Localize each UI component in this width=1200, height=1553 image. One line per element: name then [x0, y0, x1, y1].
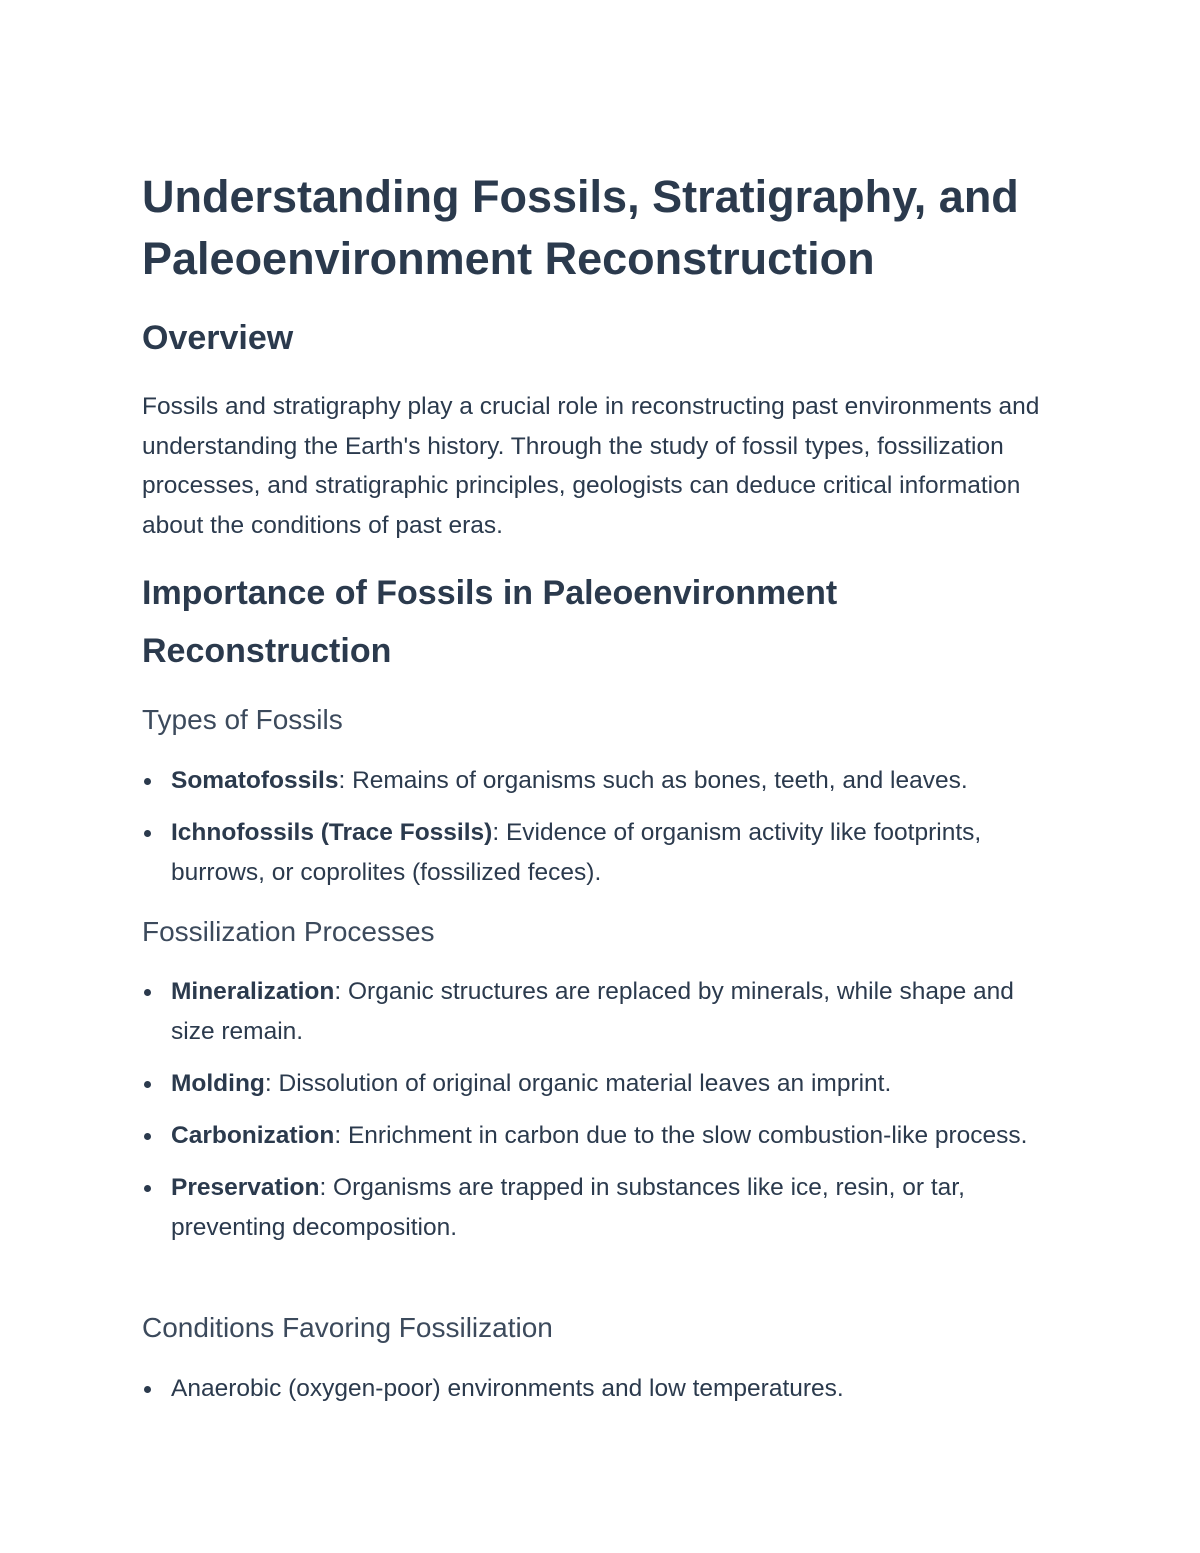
types-of-fossils-list [142, 761, 1062, 905]
list-item [142, 761, 1062, 801]
types-of-fossils-heading: Types of Fossils [142, 704, 343, 735]
list-item [142, 1369, 1062, 1409]
list-item-text: : Dissolution of original organic material leaves an imprint. [264, 1070, 892, 1097]
overview-paragraph: Fossils and stratigraphy play a crucial role in reconstructing past environments and understanding the Earth's history. Through the study of fossil types, fossilization processes, and stratigraphic principles, geologists can deduce critical information about the conditions of past eras. [142, 393, 1040, 539]
bullet-icon [144, 830, 151, 837]
list-item-text: : Organic structures are replaced by minerals, while shape and size remain. [171, 978, 1014, 1045]
list-item-term: Molding [171, 1070, 265, 1097]
list-item-term: Somatofossils [171, 767, 339, 794]
list-item [142, 972, 1062, 1052]
bullet-icon [144, 1081, 151, 1088]
list-item [142, 1064, 1062, 1104]
bullet-icon [144, 989, 151, 996]
list-item-text: : Organisms are trapped in substances like ice, resin, or tar, preventing decomposition. [171, 1174, 965, 1241]
list-item-text: : Evidence of organism activity like footprints, burrows, or coprolites (fossilized feces). [171, 819, 982, 886]
list-item [142, 1168, 1062, 1248]
list-item-term: Preservation [171, 1174, 320, 1201]
bullet-icon [144, 1133, 151, 1140]
document-title: Understanding Fossils, Stratigraphy, and Paleoenvironment Reconstruction [142, 171, 1019, 284]
list-item-term: Mineralization [171, 978, 335, 1005]
bullet-icon [144, 1386, 151, 1393]
bullet-icon [144, 778, 151, 785]
fossilization-processes-list [142, 972, 1062, 1260]
list-item-text: : Enrichment in carbon due to the slow combustion-like process. [334, 1122, 1028, 1149]
list-item-term: Carbonization [171, 1122, 335, 1149]
overview-heading: Overview [142, 319, 294, 357]
fossilization-processes-heading: Fossilization Processes [142, 916, 435, 947]
list-item [142, 813, 1062, 893]
list-item-text: : Remains of organisms such as bones, teeth, and leaves. [338, 767, 968, 794]
conditions-list [142, 1369, 1062, 1421]
importance-heading: Importance of Fossils in Paleoenvironment Reconstruction [142, 574, 838, 670]
conditions-favoring-fossilization-heading: Conditions Favoring Fossilization [142, 1312, 553, 1343]
bullet-icon [144, 1185, 151, 1192]
list-item-text: Anaerobic (oxygen-poor) environments and low temperatures. [171, 1375, 844, 1402]
list-item [142, 1116, 1062, 1156]
list-item-term: Ichnofossils (Trace Fossils) [171, 819, 493, 846]
